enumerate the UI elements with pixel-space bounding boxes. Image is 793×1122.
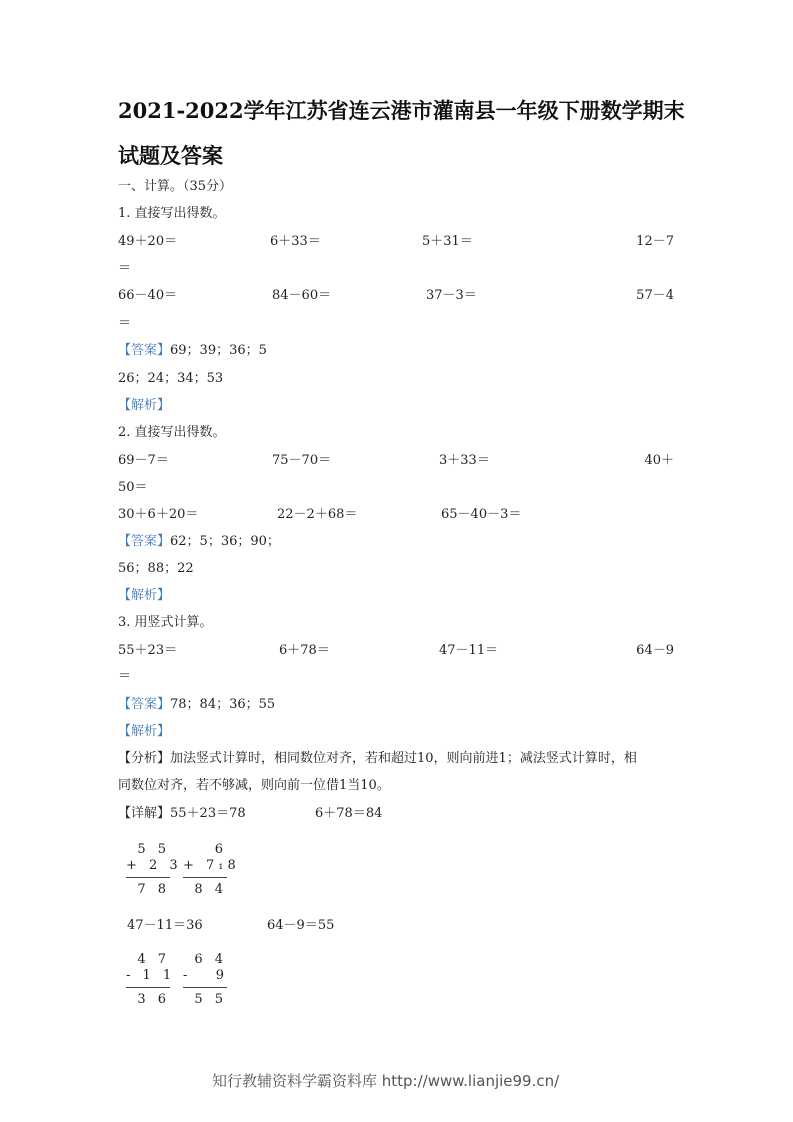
q1-expr: 49＋20＝ [118,234,178,249]
q2-expr: 22－2＋68＝ [277,507,358,522]
vc-top: 6 [214,842,227,857]
eq: 64－9＝55 [267,918,335,933]
vc-op: - 1 1 [126,968,176,983]
q2-expr: 69－7＝ [118,453,169,468]
q2-expr: 30＋6＋20＝ [118,507,199,522]
vc-top: 5 5 [137,842,170,857]
fenxi-text: 加法竖式计算时，相同数位对齐，若和超过10，则向前进1；减法竖式计算时，相 [170,751,637,766]
eq: 6＋78＝84 [315,806,383,821]
q3-expr: 47－11＝ [439,643,499,658]
q2-answer-line2: 56；88；22 [118,561,194,576]
q1-expr: 66－40＝ [118,288,178,303]
vc-rule [126,877,170,878]
vertical-calc [183,952,227,1008]
vertical-calc [126,952,176,1008]
vc-top: 6 4 [194,952,227,967]
q1-analysis-tag: 【解析】 [118,398,171,413]
answer-tag: 【答案】 [118,697,171,712]
q2-answer [118,534,280,550]
vc-rule [183,877,227,878]
vc-op: + 7₁8 [183,858,240,873]
vertical-calc [126,842,182,898]
q3-xiangjie [118,806,246,822]
answer-text: 69；39；36；5 [170,343,267,358]
q3-expr: 55＋23＝ [118,643,178,658]
vc-rule [126,987,170,988]
q3-expr: 64－9 [636,643,674,658]
q3-answer [118,697,275,713]
q1-answer [118,343,267,359]
vertical-calc [183,842,240,898]
eq: 55＋23＝78 [170,806,246,821]
q2-label: 2. 直接写出得数。 [118,425,226,440]
eq: 47－11＝36 [127,918,203,933]
q1-expr: 57－4 [636,288,674,303]
q3-fenxi [118,751,637,767]
q3-expr: 6＋78＝ [279,643,330,658]
q1-expr: 6＋33＝ [270,234,321,249]
q1-expr: 84－60＝ [272,288,332,303]
q1-expr: 5＋31＝ [422,234,473,249]
q2-wrap: 50＝ [118,480,148,495]
q3-label: 3. 用竖式计算。 [118,615,213,630]
answer-tag: 【答案】 [118,534,171,549]
answer-tag: 【答案】 [118,343,171,358]
vc-result: 3 6 [137,992,170,1007]
q2-expr: 3＋33＝ [439,453,490,468]
q1-label: 1. 直接写出得数。 [118,206,226,221]
q1-expr: 37－3＝ [426,288,477,303]
vc-op: + 2 3 [126,858,182,873]
fenxi-tag: 【分析】 [118,751,171,766]
vc-rule [183,987,227,988]
q2-expr: 40＋ [644,453,674,468]
answer-text: 62；5；36；90； [170,534,280,549]
q2-expr: 65－40－3＝ [441,507,522,522]
q3-fenxi-line2: 同数位对齐，若不够减，则向前一位借1当10。 [118,778,390,793]
q3-wrap: ＝ [118,669,132,684]
q1-expr: 12－7 [636,234,674,249]
vc-top: 4 7 [137,952,170,967]
answer-text: 78；84；36；55 [170,697,276,712]
q1-wrap: ＝ [118,316,132,331]
section-heading: 一、计算。（35分） [118,179,233,194]
footer-watermark: 知行教辅资料学霸资料库 http://www.lianjie99.cn/ [212,1072,560,1090]
q1-wrap: ＝ [118,261,132,276]
vc-op: - 9 [183,968,229,983]
vc-result: 5 5 [194,992,227,1007]
q2-analysis-tag: 【解析】 [118,588,171,603]
title-line-2: 试题及答案 [118,143,223,168]
q2-expr: 75－70＝ [272,453,332,468]
q3-analysis-tag: 【解析】 [118,724,171,739]
xiangjie-tag: 【详解】 [118,806,171,821]
vc-result: 8 4 [194,882,227,897]
title-line-1: 2021-2022学年江苏省连云港市灌南县一年级下册数学期末 [118,98,685,123]
q1-answer-line2: 26；24；34；53 [118,371,224,386]
vc-result: 7 8 [137,882,170,897]
